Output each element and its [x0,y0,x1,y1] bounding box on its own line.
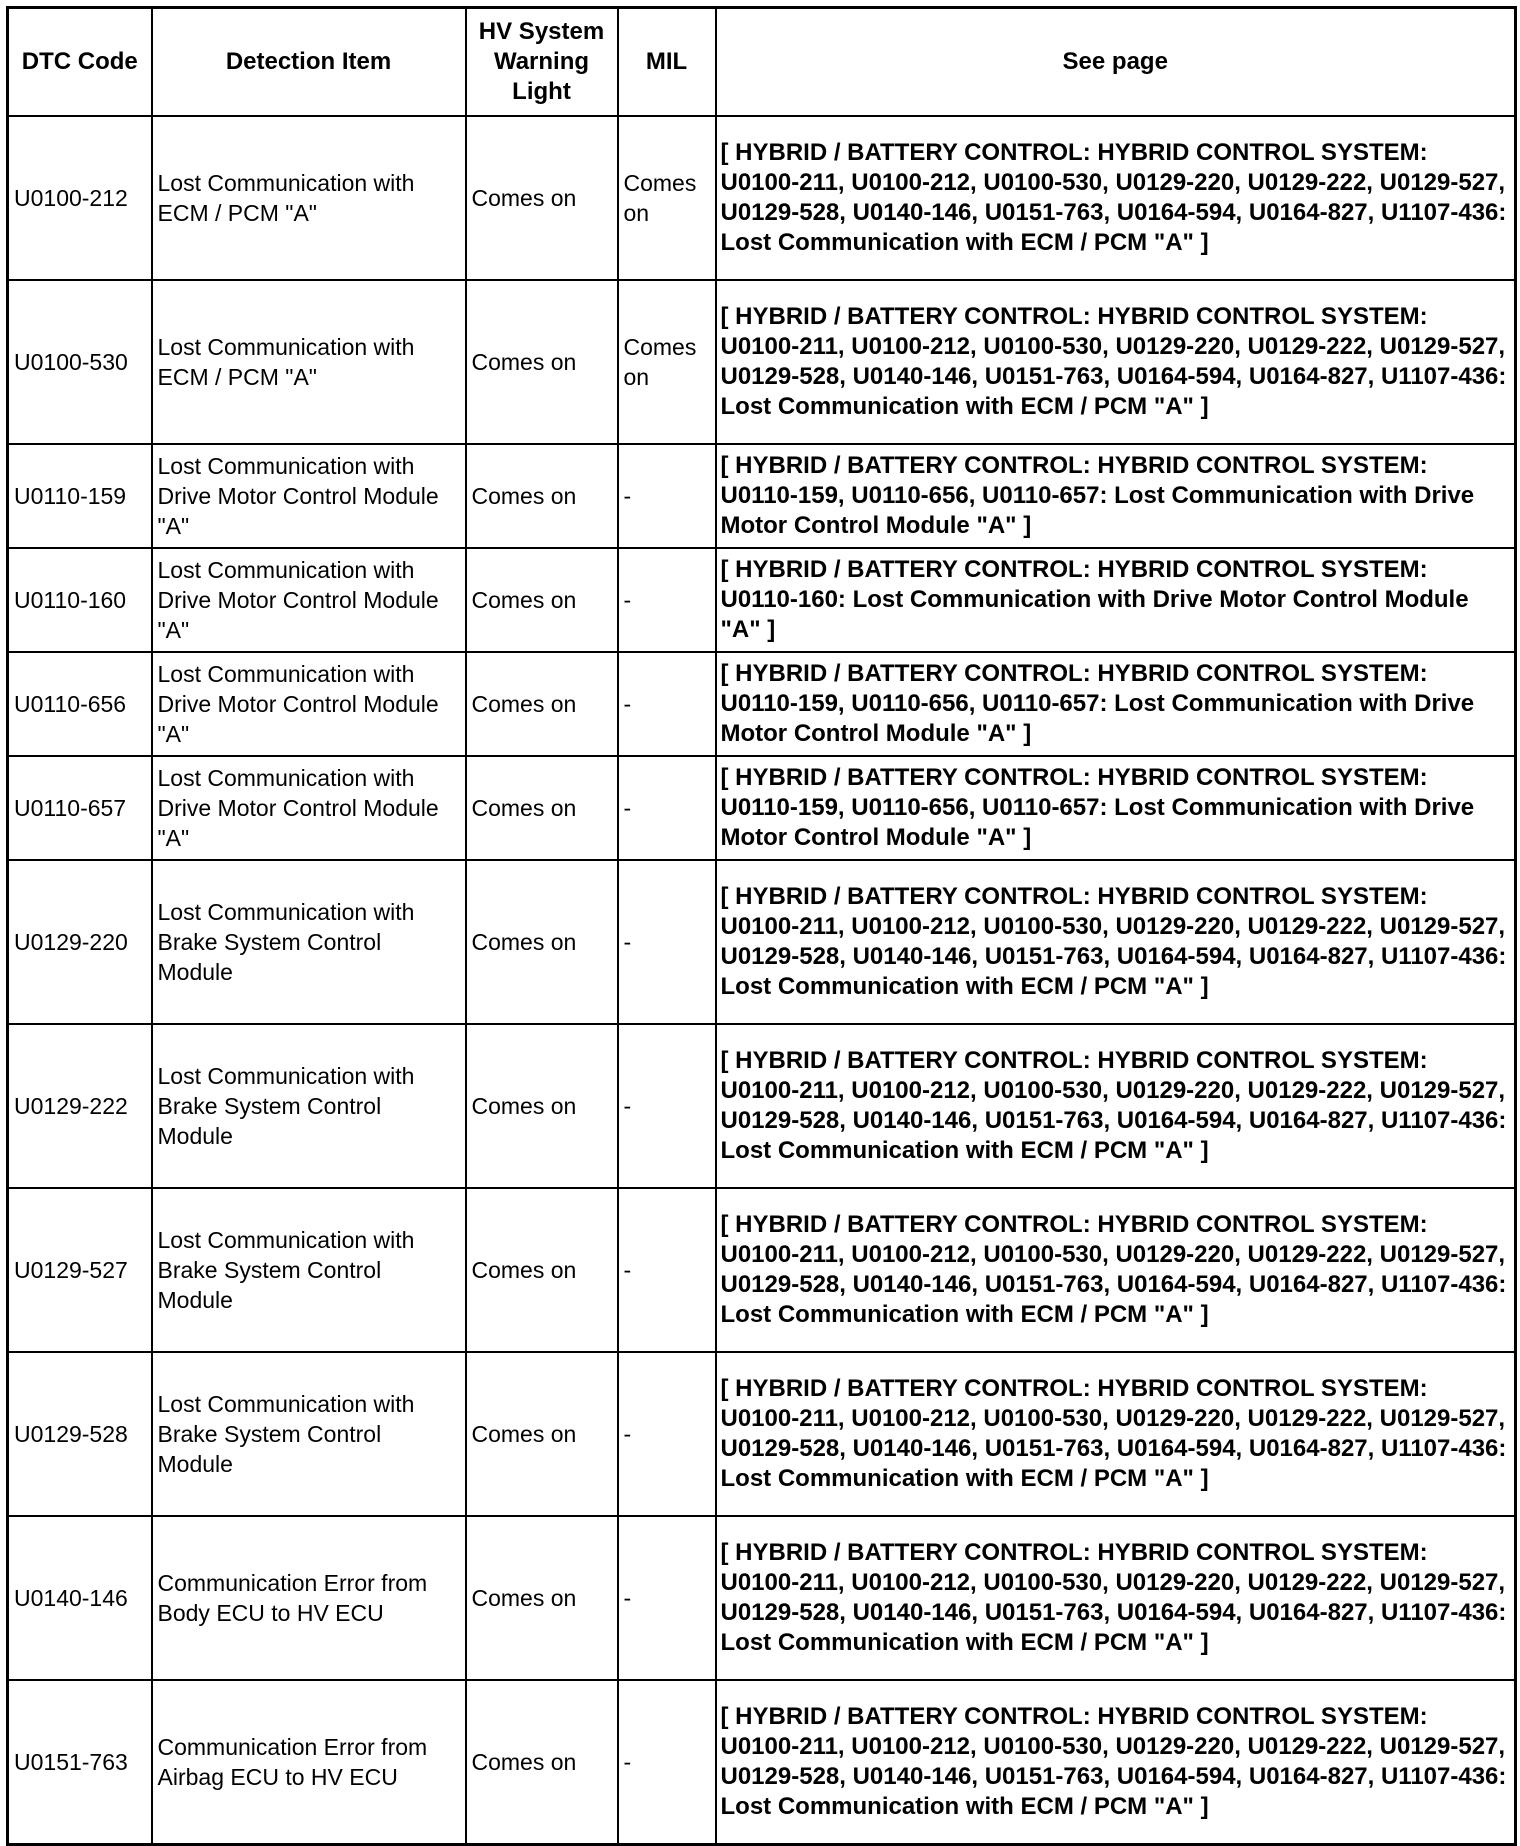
table-row [8,756,1516,860]
dtc-code-cell: U0110-160 [8,548,152,652]
table-row [8,548,1516,652]
see-page-link[interactable]: [ HYBRID / BATTERY CONTROL: HYBRID CONTROL SYSTEM: U0110-160: Lost Communication with Drive Motor Control Module "A" ] [716,548,1516,652]
mil-cell: - [618,756,716,860]
mil-cell: - [618,1024,716,1188]
mil-cell: - [618,1352,716,1516]
hv-warning-cell: Comes on [466,860,618,1024]
dtc-code-cell: U0100-212 [8,116,152,280]
table-row [8,1188,1516,1352]
header-hv-warning-light: HV System Warning Light [466,8,618,117]
hv-warning-cell: Comes on [466,116,618,280]
detection-item-cell: Lost Communication with Brake System Control Module [152,860,466,1024]
detection-item-cell: Lost Communication with ECM / PCM "A" [152,280,466,444]
see-page-link[interactable]: [ HYBRID / BATTERY CONTROL: HYBRID CONTROL SYSTEM: U0100-211, U0100-212, U0100-530, U0129-220, U0129-222, U0129-527, U0129-528, U0140-146, U0151-763, U0164-594, U0164-827, U1107-436: Lost Communication with ECM / PCM "A" ] [716,1516,1516,1680]
see-page-link[interactable]: [ HYBRID / BATTERY CONTROL: HYBRID CONTROL SYSTEM: U0100-211, U0100-212, U0100-530, U0129-220, U0129-222, U0129-527, U0129-528, U0140-146, U0151-763, U0164-594, U0164-827, U1107-436: Lost Communication with ECM / PCM "A" ] [716,1352,1516,1516]
mil-cell: Comes on [618,280,716,444]
detection-item-cell: Lost Communication with Brake System Control Module [152,1188,466,1352]
detection-item-cell: Communication Error from Airbag ECU to HV ECU [152,1680,466,1845]
table-row [8,1352,1516,1516]
mil-cell: - [618,444,716,548]
mil-cell: - [618,548,716,652]
dtc-table [6,6,1517,1846]
detection-item-cell: Lost Communication with Brake System Control Module [152,1352,466,1516]
hv-warning-cell: Comes on [466,548,618,652]
table-row [8,1024,1516,1188]
detection-item-cell: Lost Communication with Drive Motor Control Module "A" [152,652,466,756]
dtc-code-cell: U0129-528 [8,1352,152,1516]
see-page-link[interactable]: [ HYBRID / BATTERY CONTROL: HYBRID CONTROL SYSTEM: U0100-211, U0100-212, U0100-530, U0129-220, U0129-222, U0129-527, U0129-528, U0140-146, U0151-763, U0164-594, U0164-827, U1107-436: Lost Communication with ECM / PCM "A" ] [716,1024,1516,1188]
dtc-code-cell: U0129-222 [8,1024,152,1188]
dtc-code-cell: U0129-527 [8,1188,152,1352]
table-row [8,860,1516,1024]
hv-warning-cell: Comes on [466,1024,618,1188]
header-detection-item: Detection Item [152,8,466,117]
hv-warning-cell: Comes on [466,1188,618,1352]
table-row [8,280,1516,444]
detection-item-cell: Lost Communication with Drive Motor Control Module "A" [152,756,466,860]
hv-warning-cell: Comes on [466,1516,618,1680]
table-row [8,116,1516,280]
see-page-link[interactable]: [ HYBRID / BATTERY CONTROL: HYBRID CONTROL SYSTEM: U0100-211, U0100-212, U0100-530, U0129-220, U0129-222, U0129-527, U0129-528, U0140-146, U0151-763, U0164-594, U0164-827, U1107-436: Lost Communication with ECM / PCM "A" ] [716,1188,1516,1352]
header-row [8,8,1516,117]
dtc-code-cell: U0110-159 [8,444,152,548]
mil-cell: Comes on [618,116,716,280]
detection-item-cell: Lost Communication with Drive Motor Control Module "A" [152,444,466,548]
mil-cell: - [618,1516,716,1680]
see-page-link[interactable]: [ HYBRID / BATTERY CONTROL: HYBRID CONTROL SYSTEM: U0110-159, U0110-656, U0110-657: Lost Communication with Drive Motor Control Module "A" ] [716,652,1516,756]
detection-item-cell: Lost Communication with ECM / PCM "A" [152,116,466,280]
table-row [8,444,1516,548]
mil-cell: - [618,1680,716,1845]
detection-item-cell: Communication Error from Body ECU to HV ECU [152,1516,466,1680]
table-row [8,1516,1516,1680]
hv-warning-cell: Comes on [466,280,618,444]
see-page-link[interactable]: [ HYBRID / BATTERY CONTROL: HYBRID CONTROL SYSTEM: U0100-211, U0100-212, U0100-530, U0129-220, U0129-222, U0129-527, U0129-528, U0140-146, U0151-763, U0164-594, U0164-827, U1107-436: Lost Communication with ECM / PCM "A" ] [716,116,1516,280]
hv-warning-cell: Comes on [466,652,618,756]
see-page-link[interactable]: [ HYBRID / BATTERY CONTROL: HYBRID CONTROL SYSTEM: U0100-211, U0100-212, U0100-530, U0129-220, U0129-222, U0129-527, U0129-528, U0140-146, U0151-763, U0164-594, U0164-827, U1107-436: Lost Communication with ECM / PCM "A" ] [716,1680,1516,1845]
dtc-code-cell: U0110-656 [8,652,152,756]
dtc-code-cell: U0110-657 [8,756,152,860]
detection-item-cell: Lost Communication with Brake System Control Module [152,1024,466,1188]
mil-cell: - [618,1188,716,1352]
see-page-link[interactable]: [ HYBRID / BATTERY CONTROL: HYBRID CONTROL SYSTEM: U0110-159, U0110-656, U0110-657: Lost Communication with Drive Motor Control Module "A" ] [716,756,1516,860]
mil-cell: - [618,860,716,1024]
header-mil: MIL [618,8,716,117]
hv-warning-cell: Comes on [466,1680,618,1845]
dtc-code-cell: U0100-530 [8,280,152,444]
dtc-code-cell: U0140-146 [8,1516,152,1680]
header-dtc-code: DTC Code [8,8,152,117]
see-page-link[interactable]: [ HYBRID / BATTERY CONTROL: HYBRID CONTROL SYSTEM: U0110-159, U0110-656, U0110-657: Lost Communication with Drive Motor Control Module "A" ] [716,444,1516,548]
mil-cell: - [618,652,716,756]
see-page-link[interactable]: [ HYBRID / BATTERY CONTROL: HYBRID CONTROL SYSTEM: U0100-211, U0100-212, U0100-530, U0129-220, U0129-222, U0129-527, U0129-528, U0140-146, U0151-763, U0164-594, U0164-827, U1107-436: Lost Communication with ECM / PCM "A" ] [716,280,1516,444]
hv-warning-cell: Comes on [466,756,618,860]
dtc-code-cell: U0129-220 [8,860,152,1024]
dtc-code-cell: U0151-763 [8,1680,152,1845]
hv-warning-cell: Comes on [466,1352,618,1516]
table-row [8,652,1516,756]
header-see-page: See page [716,8,1516,117]
see-page-link[interactable]: [ HYBRID / BATTERY CONTROL: HYBRID CONTROL SYSTEM: U0100-211, U0100-212, U0100-530, U0129-220, U0129-222, U0129-527, U0129-528, U0140-146, U0151-763, U0164-594, U0164-827, U1107-436: Lost Communication with ECM / PCM "A" ] [716,860,1516,1024]
detection-item-cell: Lost Communication with Drive Motor Control Module "A" [152,548,466,652]
table-row [8,1680,1516,1845]
hv-warning-cell: Comes on [466,444,618,548]
